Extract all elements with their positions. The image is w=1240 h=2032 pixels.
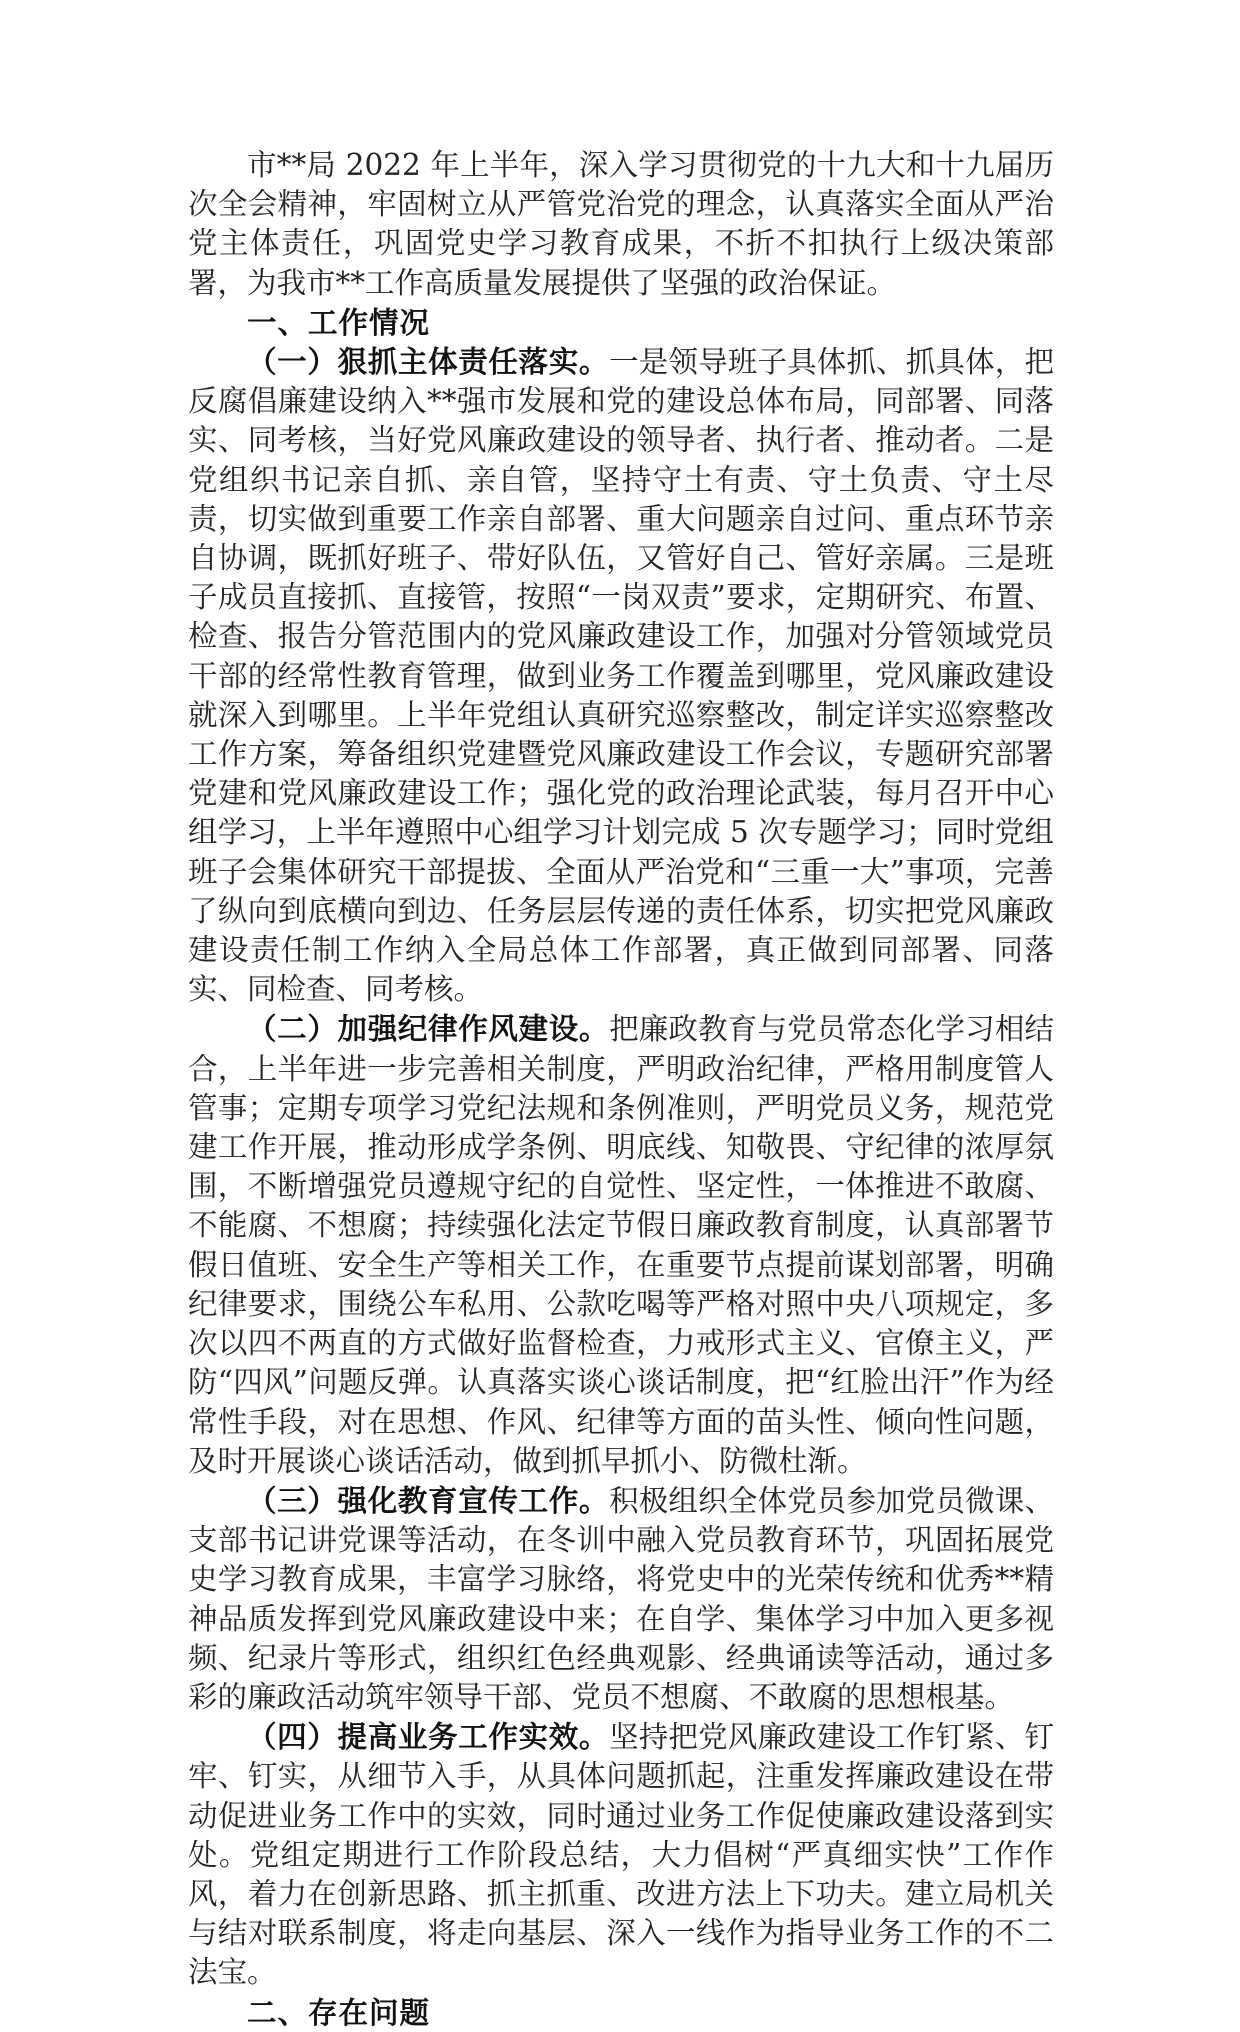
subsection-body-3: 积极组织全体党员参加党员微课、支部书记讲党课等活动，在冬训中融入党员教育环节，巩固拓展党史学习教育成果，丰富学习脉络，将党史中的光荣传统和优秀**精神品质发挥到党风廉政建设中来；在自学、集体学习中加入更多视频、纪录片等形式，组织红色经典观影、经典诵读等活动，通过多彩的廉政活动筑牢领导干部、党员不想腐、不敢腐的思想根基。 <box>188 1483 1054 1714</box>
paragraph-intro: 市**局 2022 年上半年，深入学习贯彻党的十九大和十九届历次全会精神，牢固树立从严管党治党的理念，认真落实全面从严治党主体责任，巩固党史学习教育成果，不折不扣执行上级决策部署，为我市**工作高质量发展提供了坚强的政治保证。 <box>188 148 1054 300</box>
subsection-body-1: 一是领导班子具体抓、抓具体，把反腐倡廉建设纳入**强市发展和党的建设总体布局，同部署、同落实、同考核，当好党风廉政建设的领导者、执行者、推动者。二是党组织书记亲自抓、亲自管，坚持守土有责、守土负责、守土尽责，切实做到重要工作亲自部署、重大问题亲自过问、重点环节亲自协调，既抓好班子、带好队伍，又管好自己、管好亲属。三是班子成员直接抓、直接管，按照“一岗双责”要求，定期研究、布置、检查、报告分管范围内的党风廉政建设工作，加强对分管领域党员干部的经常性教育管理，做到业务工作覆盖到哪里，党风廉政建设就深入到哪里。上半年党组认真研究巡察整改，制定详实巡察整改工作方案，筹备组织党建暨党风廉政建设工作会议，专题研究部署党建和党风廉政建设工作；强化党的政治理论武装，每月召开中心组学习，上半年遵照中心组学习计划完成 5 次专题学习；同时党组班子会集体研究干部提拔、全面从严治党和“三重一大”事项，完善了纵向到底横向到边、任务层层传递的责任体系，切实把党风廉政建设责任制工作纳入全局总体工作部署，真正做到同部署、同落实、同检查、同考核。 <box>188 345 1054 1007</box>
subsection-lead-2: （二）加强纪律作风建设。 <box>247 1011 610 1047</box>
subsection-body-4: 坚持把党风廉政建设工作钉紧、钉牢、钉实，从细节入手，从具体问题抓起，注重发挥廉政建设在带动促进业务工作中的实效，同时通过业务工作促使廉政建设落到实处。党组定期进行工作阶段总结，大力倡树“严真细实快”工作作风，着力在创新思路、抓主抓重、改进方法上下功夫。建立局机关与结对联系制度，将走向基层、深入一线作为指导业务工作的不二法宝。 <box>188 1720 1054 1990</box>
subsection-lead-4: （四）提高业务工作实效。 <box>247 1719 610 1755</box>
subsection-body-2: 把廉政教育与党员常态化学习相结合，上半年进一步完善相关制度，严明政治纪律，严格用制度管人管事；定期专项学习党纪法规和条例准则，严明党员义务，规范党建工作开展，推动形成学条例、明底线、知敬畏、守纪律的浓厚氛围，不断增强党员遵规守纪的自觉性、坚定性，一体推进不敢腐、不能腐、不想腐；持续强化法定节假日廉政教育制度，认真部署节假日值班、安全生产等相关工作，在重要节点提前谋划部署，明确纪律要求，围绕公车私用、公款吃喝等严格对照中央八项规定，多次以四不两直的方式做好监督检查，力戒形式主义、官僚主义，严防“四风”问题反弹。认真落实谈心谈话制度，把“红脸出汗”作为经常性手段，对在思想、作风、纪律等方面的苗头性、倾向性问题，及时开展谈心谈话活动，做到抓早抓小、防微杜渐。 <box>188 1012 1054 1478</box>
paragraph-subsection-2 <box>188 1009 1054 1480</box>
section-heading-existing-problems: 二、存在问题 <box>247 1994 431 2030</box>
subsection-lead-1: （一）狠抓主体责任落实。 <box>247 344 610 380</box>
document-body <box>188 146 1054 2032</box>
paragraph-subsection-1 <box>188 342 1054 1009</box>
paragraph-subsection-3 <box>188 1481 1054 1717</box>
subsection-lead-3: （三）强化教育宣传工作。 <box>247 1482 610 1518</box>
section-heading-work-situation: 一、工作情况 <box>247 304 431 340</box>
paragraph-subsection-4 <box>188 1717 1054 1992</box>
